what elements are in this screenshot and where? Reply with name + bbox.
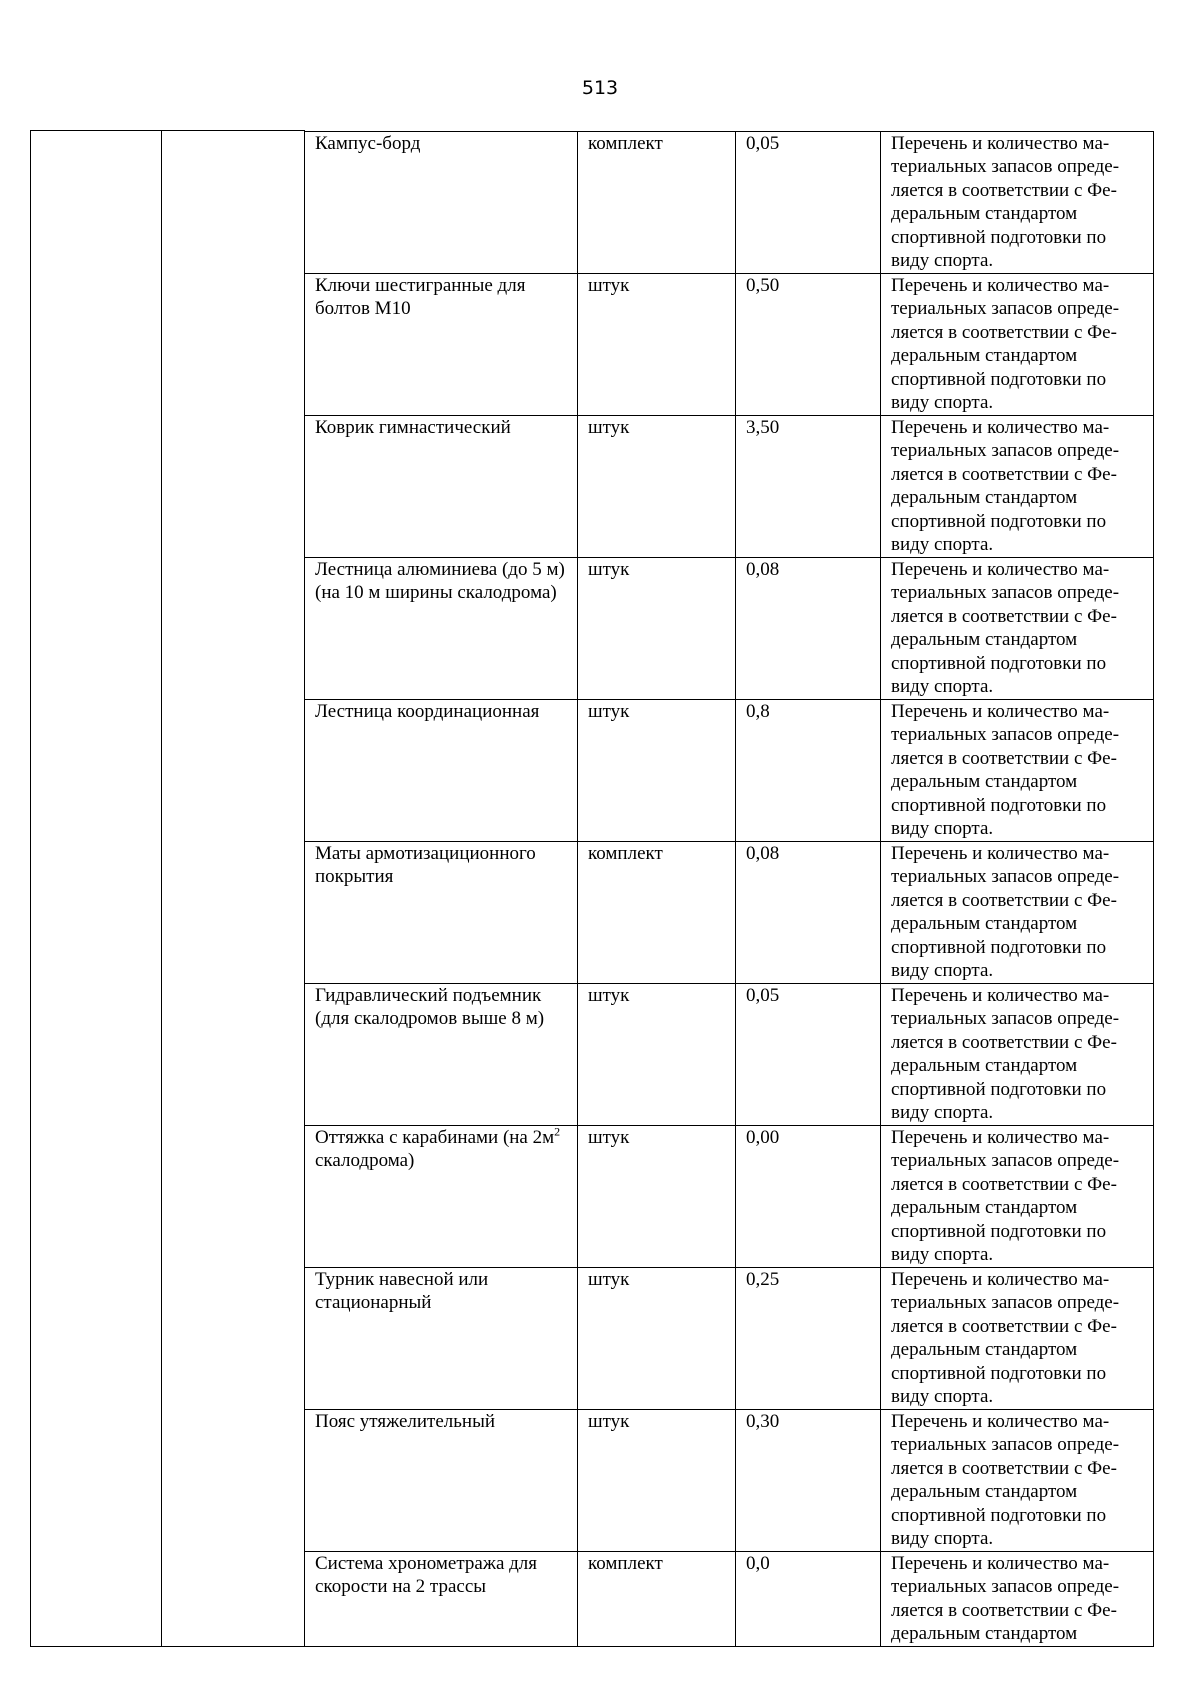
item-qty-cell [736,1125,881,1267]
item-unit: штук [588,274,630,296]
note-line: ляется в соответствии с Фе- [891,889,1117,911]
item-name-cell [305,1267,578,1409]
note-line: спортивной подготовки по [891,1078,1107,1100]
item-unit: комплект [588,842,663,864]
note-line: спортивной подготовки по [891,226,1107,248]
item-unit-cell [578,131,736,273]
note-line: деральным стандартом [891,1055,1078,1076]
item-note-cell [881,1409,1154,1551]
note-line: виду спорта. [891,818,994,839]
note-line: Перечень и количество ма- [891,700,1110,722]
item-name-cell [305,699,578,841]
item-note-cell [881,273,1154,415]
item-name [315,1126,567,1173]
item-unit: штук [588,1126,630,1148]
item-note-cell [881,983,1154,1125]
note-line: Перечень и количество ма- [891,1126,1110,1148]
item-name-superscript: 2 [554,1125,561,1139]
item-note-cell [881,415,1154,557]
item-note-cell [881,131,1154,273]
equipment-table [30,130,1154,1647]
note-line: териальных запасов опреде- [891,156,1120,177]
item-qty-cell [736,273,881,415]
table-body [31,131,1154,1647]
item-qty-cell [736,1267,881,1409]
note-line: ляется в соответствии с Фе- [891,1315,1117,1337]
item-name: Турник навесной или стационарный [315,1268,489,1313]
merged-category-column [162,131,305,1647]
item-note-cell [881,1551,1154,1646]
item-qty: 0,25 [746,1268,780,1290]
item-qty-cell [736,557,881,699]
note-line: деральным стандартом [891,1623,1078,1644]
note-line: деральным стандартом [891,345,1078,366]
note-line: деральным стандартом [891,1481,1078,1502]
item-name: Коврик гимнастический [315,416,511,438]
note-line: териальных запасов опреде- [891,724,1120,745]
note-line: ляется в соответствии с Фе- [891,747,1117,769]
item-note-cell [881,841,1154,983]
item-name-cell [305,557,578,699]
note-line: виду спорта. [891,392,994,413]
item-qty-cell [736,983,881,1125]
item-unit: штук [588,700,630,722]
note-line: ляется в соответствии с Фе- [891,605,1117,627]
item-name: Маты армотизациционного покрытия [315,842,536,887]
item-unit: комплект [588,1552,663,1574]
item-qty: 0,08 [746,558,780,580]
note-line: Перечень и количество ма- [891,1410,1110,1432]
item-qty: 0,05 [746,984,780,1006]
note-line: деральным стандартом [891,487,1078,508]
note-line: виду спорта. [891,1528,994,1549]
item-name-cell [305,1551,578,1646]
item-qty: 0,08 [746,842,780,864]
note-line: териальных запасов опреде- [891,298,1120,319]
note-line: спортивной подготовки по [891,368,1107,390]
item-unit: штук [588,984,630,1006]
note-line: ляется в соответствии с Фе- [891,1599,1117,1621]
item-name: Кампус-борд [315,132,421,154]
item-name: Пояс утяжелительный [315,1410,496,1432]
note-line: Перечень и количество ма- [891,274,1110,296]
note-line: виду спорта. [891,1244,994,1265]
item-qty: 0,05 [746,132,780,154]
item-name-cell [305,415,578,557]
item-unit: штук [588,416,630,438]
item-unit-cell [578,1125,736,1267]
note-line: деральным стандартом [891,203,1078,224]
note-line: Перечень и количество ма- [891,1268,1110,1290]
note-line: Перечень и количество ма- [891,984,1110,1006]
item-unit-cell [578,1551,736,1646]
note-line: деральным стандартом [891,913,1078,934]
note-line: териальных запасов опреде- [891,1292,1120,1313]
item-qty-cell [736,415,881,557]
note-line: деральным стандартом [891,771,1078,792]
note-line: виду спорта. [891,1102,994,1123]
item-qty-cell [736,131,881,273]
note-line: Перечень и количество ма- [891,132,1110,154]
note-line: териальных запасов опреде- [891,1434,1120,1455]
item-qty: 0,00 [746,1126,780,1148]
note-line: Перечень и количество ма- [891,558,1110,580]
item-name-cell [305,983,578,1125]
item-unit-cell [578,1409,736,1551]
note-line: спортивной подготовки по [891,510,1107,532]
item-qty: 0,50 [746,274,780,296]
item-qty: 3,50 [746,416,780,438]
item-note-cell [881,1267,1154,1409]
note-line: виду спорта. [891,534,994,555]
item-unit: штук [588,1268,630,1290]
note-line: деральным стандартом [891,1197,1078,1218]
note-line: спортивной подготовки по [891,1504,1107,1526]
note-line: териальных запасов опреде- [891,1008,1120,1029]
note-line: териальных запасов опреде- [891,1150,1120,1171]
item-unit-cell [578,983,736,1125]
item-unit-cell [578,415,736,557]
item-unit-cell [578,273,736,415]
item-note-cell [881,557,1154,699]
item-name-cell [305,273,578,415]
note-line: териальных запасов опреде- [891,866,1120,887]
note-line: виду спорта. [891,676,994,697]
note-line: деральным стандартом [891,629,1078,650]
merged-index-column [31,131,162,1647]
item-name-cell [305,841,578,983]
item-unit-cell [578,557,736,699]
note-line: териальных запасов опреде- [891,440,1120,461]
item-note-cell [881,1125,1154,1267]
note-line: ляется в соответствии с Фе- [891,1173,1117,1195]
item-name-part: Оттяжка с карабинами (на 2м [315,1126,555,1148]
note-line: ляется в соответствии с Фе- [891,1031,1117,1053]
note-line: Перечень и количество ма- [891,842,1110,864]
note-line: деральным стандартом [891,1339,1078,1360]
note-line: спортивной подготовки по [891,794,1107,816]
item-name-cell [305,1125,578,1267]
item-qty: 0,30 [746,1410,780,1432]
item-note-cell [881,699,1154,841]
item-qty-cell [736,1409,881,1551]
item-name: Лестница алюминиева (до 5 м) (на 10 м ширины скалодрома) [315,558,565,603]
item-name: Лестница координационная [315,700,540,722]
item-name: Гидравлический подъемник (для скалодромов выше 8 м) [315,984,545,1029]
item-qty-cell [736,699,881,841]
note-line: виду спорта. [891,250,994,271]
page-number: 513 [581,77,619,99]
note-line: ляется в соответствии с Фе- [891,463,1117,485]
note-line: виду спорта. [891,960,994,981]
item-name-part: скалодрома) [315,1150,415,1171]
item-qty-cell [736,1551,881,1646]
item-unit: штук [588,558,630,580]
note-line: виду спорта. [891,1386,994,1407]
note-line: спортивной подготовки по [891,652,1107,674]
item-unit: штук [588,1410,630,1432]
note-line: ляется в соответствии с Фе- [891,179,1117,201]
note-line: спортивной подготовки по [891,936,1107,958]
item-unit-cell [578,841,736,983]
item-qty-cell [736,841,881,983]
item-qty: 0,0 [746,1552,770,1574]
note-line: териальных запасов опреде- [891,1576,1120,1597]
item-qty: 0,8 [746,700,770,722]
note-line: териальных запасов опреде- [891,582,1120,603]
item-name-cell [305,131,578,273]
item-unit-cell [578,699,736,841]
note-line: Перечень и количество ма- [891,1552,1110,1574]
item-name: Ключи шестигранные для болтов М10 [315,274,526,319]
item-name-cell [305,1409,578,1551]
note-line: спортивной подготовки по [891,1362,1107,1384]
item-unit-cell [578,1267,736,1409]
note-line: Перечень и количество ма- [891,416,1110,438]
note-line: спортивной подготовки по [891,1220,1107,1242]
item-name: Система хронометража для скорости на 2 трассы [315,1552,538,1597]
item-unit: комплект [588,132,663,154]
note-line: ляется в соответствии с Фе- [891,321,1117,343]
note-line: ляется в соответствии с Фе- [891,1457,1117,1479]
